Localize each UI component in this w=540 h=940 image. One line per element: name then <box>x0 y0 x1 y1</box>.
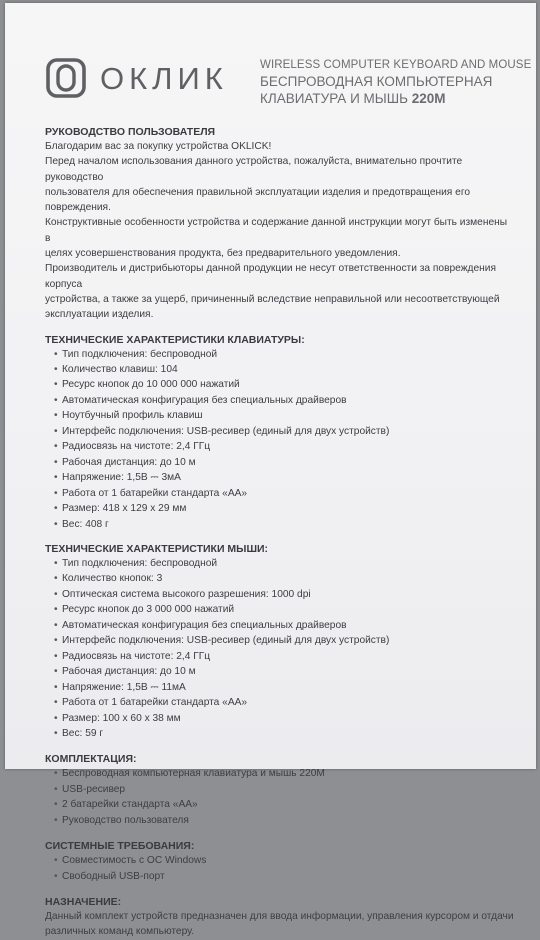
intro-line: устройства, а также за ущерб, причиненный вследствие неправильной или несоответствующей <box>45 293 500 305</box>
bullet-icon: • <box>54 472 58 484</box>
purpose-line: Данный комплект устройств предназначен для ввода информации, управления курсором и отдачи <box>45 911 514 923</box>
list-item: • Тип подключения: беспроводной <box>54 556 515 571</box>
bullet-icon: • <box>54 635 58 647</box>
list-item: • Интерфейс подключения: USB-ресивер (единый для двух устройств) <box>54 633 515 648</box>
bullet-icon: • <box>54 364 58 376</box>
product-header <box>260 58 531 107</box>
intro-line: Перед началом использования данного устройства, пожалуйста, внимательно прочтите руководство <box>45 156 463 183</box>
manual-intro <box>45 139 515 323</box>
bullet-icon: • <box>54 348 58 360</box>
intro-line: целях усовершенствования продукта, без предварительного уведомления. <box>45 248 401 260</box>
bullet-icon: • <box>54 768 58 780</box>
list-item: • Радиосвязь на чистоте: 2,4 ГГц <box>54 439 515 454</box>
bullet-icon: • <box>54 518 58 530</box>
bullet-icon: • <box>54 394 58 406</box>
title-russian-line2 <box>260 90 531 107</box>
list-item: • Тип подключения: беспроводной <box>54 347 515 362</box>
list-item: • Вес: 408 г <box>54 517 515 532</box>
list-item: • Напряжение: 1,5В ⎓ 3мА <box>54 470 515 485</box>
list-item: • Размер: 100 х 60 х 38 мм <box>54 711 515 726</box>
section-title-package: КОМПЛЕКТАЦИЯ: <box>45 753 137 766</box>
intro-line: Конструктивные особенности устройства и содержание данной инструкции могут быть изменены в <box>45 217 508 244</box>
title-english: WIRELESS COMPUTER KEYBOARD AND MOUSE <box>260 59 532 71</box>
bullet-icon: • <box>54 697 58 709</box>
bullet-icon: • <box>54 425 58 437</box>
bullet-icon: • <box>54 558 58 569</box>
title-russian-text: КЛАВИАТУРА И МЫШЬ <box>260 91 408 106</box>
bullet-icon: • <box>54 783 58 795</box>
list-item: • Напряжение: 1,5В ⎓ 11мА <box>54 680 515 695</box>
intro-line: Производитель и дистрибьюторы данной продукции не несут ответственности за повреждения корпуса <box>45 263 496 290</box>
section-title-mouse-specs: ТЕХНИЧЕСКИЕ ХАРАКТЕРИСТИКИ МЫШИ: <box>45 543 269 555</box>
section-title-manual: РУКОВОДСТВО ПОЛЬЗОВАТЕЛЯ <box>45 126 216 138</box>
list-item: • Беспроводная компьютерная клавиатура и мышь 220M <box>54 766 515 781</box>
purpose-text <box>45 909 515 940</box>
model-number: 220M <box>411 91 446 106</box>
title-russian-line1: БЕСПРОВОДНАЯ КОМПЬЮТЕРНАЯ <box>260 74 493 89</box>
keyboard-specs-list <box>45 347 515 532</box>
logo-wordmark: ОКЛИК <box>100 60 228 96</box>
list-item: • Руководство пользователя <box>54 813 515 828</box>
bullet-icon: • <box>54 573 58 585</box>
bullet-icon: • <box>54 712 58 724</box>
bullet-icon: • <box>54 855 58 867</box>
bullet-icon: • <box>54 681 58 693</box>
list-item: • Совместимость с ОС Windows <box>54 853 515 868</box>
bullet-icon: • <box>54 870 58 882</box>
system-requirements-list <box>45 853 515 884</box>
bullet-icon: • <box>54 588 58 600</box>
list-item: • Свободный USB-порт <box>54 869 515 884</box>
list-item: • Оптическая система высокого разрешения: 1000 dpi <box>54 587 515 602</box>
list-item: • Ресурс кнопок до 10 000 000 нажатий <box>54 377 515 392</box>
bullet-icon: • <box>54 666 58 678</box>
bullet-icon: • <box>54 379 58 391</box>
bullet-icon: • <box>54 604 58 616</box>
list-item: • Количество клавиш: 104 <box>54 362 515 377</box>
purpose-line: различных команд компьютеру. <box>45 926 195 938</box>
list-item: • Рабочая дистанция: до 10 м <box>54 455 515 470</box>
list-item: • Ресурс кнопок до 3 000 000 нажатий <box>54 602 515 617</box>
list-item: • Вес: 59 г <box>54 726 515 741</box>
list-item: • Количество кнопок: 3 <box>54 571 515 586</box>
intro-line: эксплуатации изделия. <box>45 309 154 321</box>
list-item: • Ноутбучный профиль клавиш <box>54 408 515 423</box>
list-item: • Интерфейс подключения: USB-ресивер (единый для двух устройств) <box>54 424 515 439</box>
mouse-specs-list <box>45 556 515 741</box>
intro-line: пользователя для обеспечения правильной эксплуатации изделия и предотвращения его повреждения. <box>45 186 470 214</box>
bullet-icon: • <box>54 814 58 826</box>
list-item: • Работа от 1 батарейки стандарта «АА» <box>54 695 515 710</box>
bullet-icon: • <box>54 487 58 499</box>
oklick-logo-icon <box>46 58 86 98</box>
list-item: • USB-ресивер <box>54 782 515 797</box>
package-list <box>45 766 515 828</box>
bullet-icon: • <box>54 456 58 468</box>
list-item: • Размер: 418 х 129 х 29 мм <box>54 501 515 516</box>
list-item: • Автоматическая конфигурация без специальных драйверов <box>54 618 515 633</box>
list-item: • 2 батарейки стандарта «АА» <box>54 797 515 812</box>
bullet-icon: • <box>54 503 58 515</box>
list-item: • Рабочая дистанция: до 10 м <box>54 664 515 679</box>
bullet-icon: • <box>54 650 58 662</box>
bullet-icon: • <box>54 619 58 631</box>
section-title-purpose: НАЗНАЧЕНИЕ: <box>45 896 122 909</box>
bullet-icon: • <box>54 410 58 422</box>
brand-logo <box>46 58 228 98</box>
section-title-system-requirements: СИСТЕМНЫЕ ТРЕБОВАНИЯ: <box>45 840 195 853</box>
bullet-icon: • <box>54 441 58 453</box>
intro-line: Благодарим вас за покупку устройства OKLICK! <box>45 141 272 152</box>
list-item: • Работа от 1 батарейки стандарта «АА» <box>54 486 515 501</box>
list-item: • Автоматическая конфигурация без специальных драйверов <box>54 393 515 408</box>
instruction-sheet <box>5 3 536 938</box>
bullet-icon: • <box>54 799 58 811</box>
bullet-icon: • <box>54 727 58 739</box>
section-title-keyboard-specs: ТЕХНИЧЕСКИЕ ХАРАКТЕРИСТИКИ КЛАВИАТУРЫ: <box>45 333 305 346</box>
manual-content <box>45 126 515 940</box>
list-item: • Радиосвязь на чистоте: 2,4 ГГц <box>54 649 515 664</box>
